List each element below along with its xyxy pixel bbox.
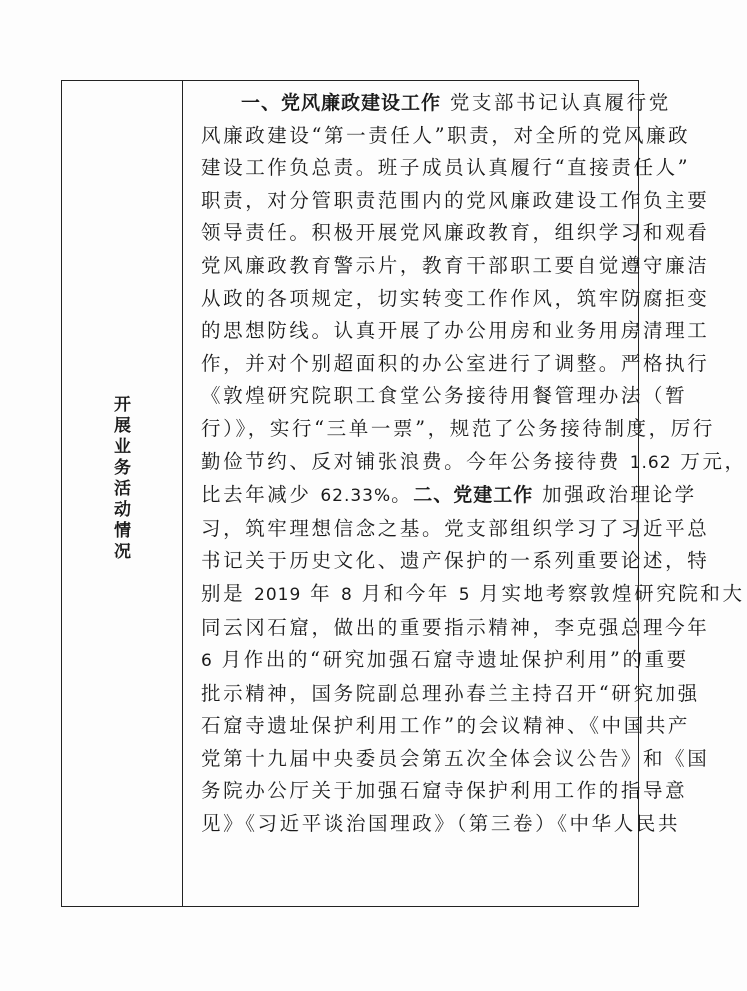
text-run: 书记关于历史文化、遗产保护的一系列重要论述，特 [201,549,710,573]
text-line [201,644,689,678]
number-text: 8 [340,584,353,605]
row-label: 开展业务活动情况 [110,395,130,563]
text-run: 石窟寺遗址保护利用工作”的会议精神、《中国共产 [201,714,691,738]
text-run: 万元， [671,449,747,473]
text-line [201,775,688,808]
text-run: 月和今年 [352,581,459,605]
text-run: 党支部书记认真履行党 [441,91,671,114]
text-line [201,578,745,612]
content-cell [201,87,747,841]
text-run: 见》《习近平谈治国理政》（第三卷）《中华人民共 [201,812,681,836]
text-run: 加强政治理论学 [533,483,697,507]
text-line [201,87,671,120]
text-line [201,413,715,446]
text-line [201,120,691,153]
text-run: 作，并对个别超面积的办公室进行了调整。严格执行 [201,351,710,375]
text-run: 务院办公厅关于加强石窟寺保护利用工作的指导意 [201,779,688,803]
text-run: 建设工作负总责。班子成员认真履行“直接责任人” [201,156,691,180]
number-text: 2019 [254,584,302,605]
text-run: 月实地考察敦煌研究院和大 [470,581,745,605]
text-line [201,315,710,348]
number-text: 62.33% [320,486,392,507]
text-run: 比去年减少 [201,483,321,507]
text-run: 的思想防线。认真开展了办公用房和业务用房清理工 [201,319,710,343]
text-line [201,513,710,546]
text-line [201,217,710,250]
text-line [201,710,691,743]
section-heading: 一、党风廉政建设工作 [241,92,442,114]
text-run: 领导责任。积极开展党风廉政教育，组织学习和观看 [201,221,710,245]
text-run: 从政的各项规定，切实转变工作作风，筑牢防腐拒变 [201,286,710,310]
label-cell [62,81,182,906]
text-line [201,808,681,841]
text-run: 同云冈石窟，做出的重要指示精神，李克强总理今年 [201,615,710,639]
number-text: 1.62 [629,452,672,473]
text-run: 别是 [201,581,254,605]
text-line [201,348,710,381]
text-line [201,185,710,218]
text-run: 习，筑牢理想信念之基。党支部组织学习了习近平总 [201,516,710,540]
text-line [201,743,710,776]
text-run: 党第十九届中央委员会第五次全体会议公告》和《国 [201,746,710,770]
text-run: 批示精神，国务院副总理孙春兰主持召开“研究加强 [201,681,700,705]
text-run: 职责，对分管职责范围内的党风廉政建设工作负主要 [201,188,710,212]
text-line [201,479,697,513]
number-text: 6 [201,651,213,672]
text-line [201,446,747,480]
text-line [201,283,710,316]
number-text: 5 [458,584,471,605]
text-run: 勤俭节约、反对铺张浪费。今年公务接待费 [201,449,630,473]
report-table [61,80,747,907]
text-run: 行）》，实行“三单一票”，规范了公务接待制度，厉行 [201,416,715,440]
text-line [201,380,688,413]
text-run: 风廉政建设“第一责任人”职责，对全所的党风廉政 [201,123,691,147]
text-line [201,545,710,578]
text-line [201,152,691,185]
text-run: 月作出的“研究加强石窟寺遗址保护利用”的重要 [212,648,689,672]
column-divider [182,81,183,906]
text-line [201,250,710,283]
text-line [201,678,700,711]
text-run: 。 [391,483,414,507]
text-run: 党风廉政教育警示片，教育干部职工要自觉遵守廉洁 [201,253,710,277]
text-run: 年 [301,581,341,605]
section-heading: 二、党建工作 [413,484,534,507]
text-run: 《敦煌研究院职工食堂公务接待用餐管理办法（暂 [201,384,688,408]
text-line [201,612,710,645]
